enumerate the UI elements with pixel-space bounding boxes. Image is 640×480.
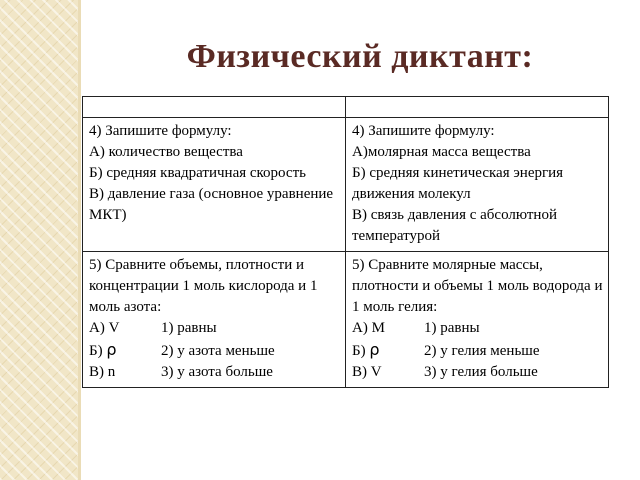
decorative-strip-edge [78,0,81,480]
option-key-prefix: Б) [89,343,107,359]
task-4-variant-1-heading: 4) Запишите формулу: [89,123,232,139]
option-answer: 2) у азота меньше [161,343,275,359]
option-answer: 1) равны [161,320,217,336]
option-key: В) n [89,364,116,380]
variant-2-header [346,97,609,118]
option-answer: 2) у гелия меньше [424,343,540,359]
option-key: В) V [352,364,382,380]
decorative-side-strip [0,0,78,480]
rho-symbol: ρ [106,340,117,359]
task-5-variant-2-cell [346,252,609,388]
task-5-variant-2-heading: 5) Сравните молярные массы, плотности и объемы 1 моль водорода и 1 моль гелия: [352,257,603,315]
dictation-table [82,96,609,388]
slide-title: Физический диктант: [186,38,534,75]
task-5-variant-1-option-c [89,362,340,383]
task-4-variant-2-item-b: Б) средняя кинетическая энергия движения молекул [352,165,564,202]
option-answer: 3) у азота больше [161,364,273,380]
variant-1-header [83,97,346,118]
option-answer: 1) равны [424,320,480,336]
task-4-variant-2-item-c: В) связь давления с абсолютной температурой [352,207,557,244]
option-key-prefix: Б) [352,343,370,359]
task-4-variant-2-item-a: А)молярная масса вещества [352,144,531,160]
task-5-variant-1-cell [83,252,346,388]
task-5-variant-1-option-a [89,318,340,339]
rho-symbol: ρ [369,340,380,359]
task-5-variant-2-option-a [352,318,603,339]
task-4-variant-1-item-c: В) давление газа (основное уравнение МКТ) [89,186,334,223]
option-key [352,339,424,362]
task-4-variant-2-heading: 4) Запишите формулу: [352,123,495,139]
option-answer: 3) у гелия больше [424,364,538,380]
task-4-variant-1-item-a: А) количество вещества [89,144,243,160]
variant-header-row [83,97,609,118]
task-5-row [83,252,609,388]
task-4-variant-2-cell [346,118,609,252]
task-5-variant-1-heading: 5) Сравните объемы, плотности и концентрации 1 моль кислорода и 1 моль азота: [89,257,318,315]
task-5-variant-1-option-b [89,339,340,362]
task-4-row [83,118,609,252]
option-key: А) V [89,320,120,336]
option-key [89,339,161,362]
task-5-variant-2-option-c [352,362,603,383]
task-4-variant-1-cell [83,118,346,252]
task-4-variant-1-item-b: Б) средняя квадратичная скорость [89,165,306,181]
task-5-variant-2-option-b [352,339,603,362]
option-key: А) М [352,320,385,336]
